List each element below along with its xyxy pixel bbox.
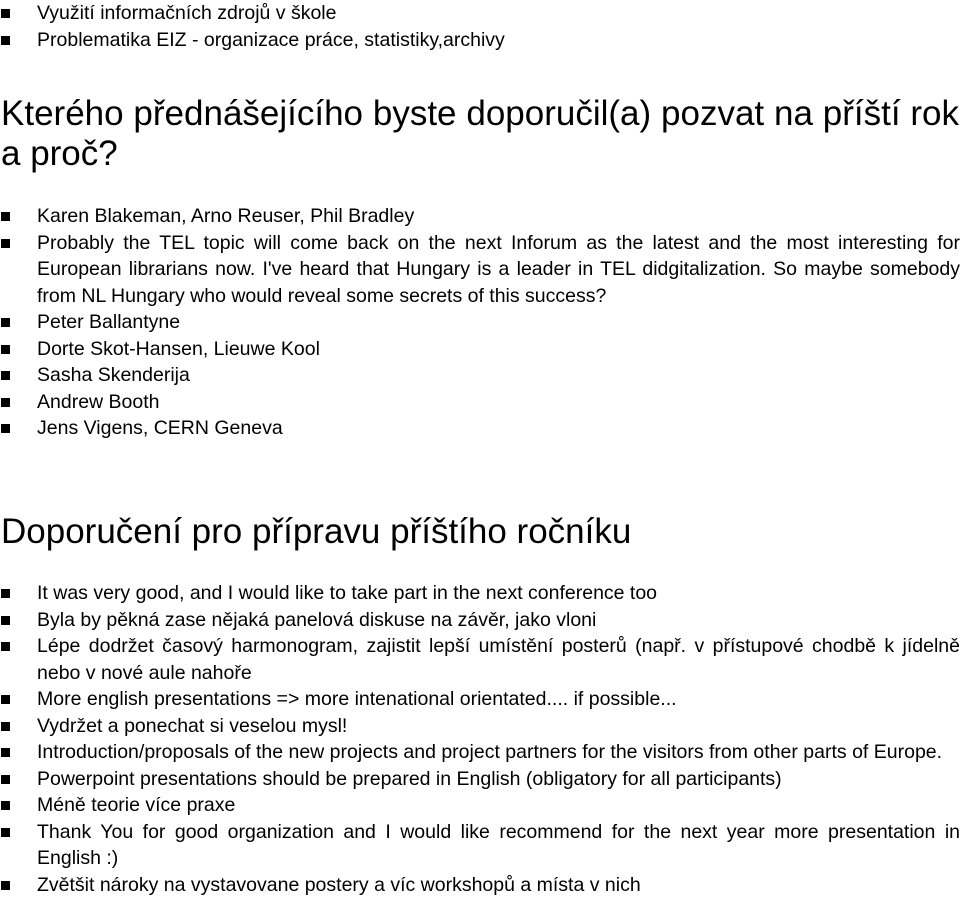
list-item-text: Využití informačních zdrojů v škole	[37, 2, 337, 24]
list-item	[0, 792, 960, 819]
recommendations-bullet-list	[0, 580, 960, 898]
square-bullet-icon	[1, 589, 10, 598]
square-bullet-icon	[1, 801, 10, 810]
question-heading: Kterého přednášejícího byste doporučil(a) pozvat na příští rok a proč?	[1, 94, 959, 173]
square-bullet-icon	[1, 828, 10, 837]
list-item-text: More english presentations => more intenational orientated.... if possible...	[37, 688, 677, 710]
list-item-text: Jens Vigens, CERN Geneva	[37, 417, 283, 439]
answers-bullet-list	[0, 203, 960, 442]
square-bullet-icon	[1, 881, 10, 890]
square-bullet-icon	[1, 9, 10, 18]
square-bullet-icon	[1, 424, 10, 433]
list-item-text: Lépe dodržet časový harmonogram, zajistit lepší umístění posterů (např. v přístupové chodbě k jídelně nebo v nové aule nahoře	[37, 635, 960, 684]
list-item-text: Dorte Skot-Hansen, Lieuwe Kool	[37, 337, 320, 360]
list-item	[0, 203, 960, 230]
list-item	[0, 819, 960, 872]
square-bullet-icon	[1, 616, 10, 625]
list-item	[0, 389, 960, 416]
square-bullet-icon	[1, 239, 10, 248]
top-bullet-list	[0, 0, 960, 53]
list-item	[0, 686, 960, 713]
list-item	[0, 713, 960, 740]
list-item	[0, 607, 960, 634]
recommendations-heading: Doporučení pro přípravu příštího ročníku	[1, 512, 632, 551]
list-item	[0, 27, 960, 54]
square-bullet-icon	[1, 398, 10, 407]
square-bullet-icon	[1, 695, 10, 704]
list-item-text: Andrew Booth	[37, 390, 160, 413]
list-item-text: Thank You for good organization and I would like recommend for the next year more presentation in English :)	[37, 820, 960, 869]
list-item	[0, 415, 960, 442]
list-item-text: Peter Ballantyne	[37, 311, 181, 333]
list-item	[0, 766, 960, 793]
square-bullet-icon	[1, 318, 10, 327]
list-item-text: Introduction/proposals of the new projects and project partners for the visitors from other parts of Europe.	[37, 741, 943, 763]
square-bullet-icon	[1, 748, 10, 757]
list-item-text: Powerpoint presentations should be prepared in English (obligatory for all participants)	[37, 767, 782, 790]
list-item-text: Sasha Skenderija	[37, 364, 190, 386]
list-item	[0, 580, 960, 607]
list-item	[0, 0, 960, 27]
square-bullet-icon	[1, 36, 10, 45]
list-item-text: Zvětšit nároky na vystavovane postery a víc workshopů a místa v nich	[37, 873, 641, 896]
square-bullet-icon	[1, 775, 10, 784]
list-item-text: Méně teorie více praxe	[37, 794, 236, 816]
list-item	[0, 872, 960, 899]
square-bullet-icon	[1, 722, 10, 731]
list-item	[0, 230, 960, 310]
square-bullet-icon	[1, 642, 10, 651]
list-item-text: Byla by pěkná zase nějaká panelová diskuse na závěr, jako vloni	[37, 608, 597, 631]
list-item-text: Probably the TEL topic will come back on the next Inforum as the latest and the most interesting for European librarians now. I've heard that Hungary is a leader in TEL didgitalization. So maybe somebody from NL Hungary who would reveal some secrets of this success?	[37, 231, 960, 307]
list-item	[0, 739, 960, 766]
square-bullet-icon	[1, 371, 10, 380]
square-bullet-icon	[1, 345, 10, 354]
list-item	[0, 633, 960, 686]
list-item	[0, 309, 960, 336]
square-bullet-icon	[1, 212, 10, 221]
list-item-text: Problematika EIZ - organizace práce, statistiky,archivy	[37, 28, 505, 51]
list-item-text: It was very good, and I would like to take part in the next conference too	[37, 582, 658, 604]
list-item	[0, 362, 960, 389]
list-item-text: Karen Blakeman, Arno Reuser, Phil Bradley	[37, 205, 415, 227]
list-item	[0, 336, 960, 363]
list-item-text: Vydržet a ponechat si veselou mysl!	[37, 714, 348, 737]
